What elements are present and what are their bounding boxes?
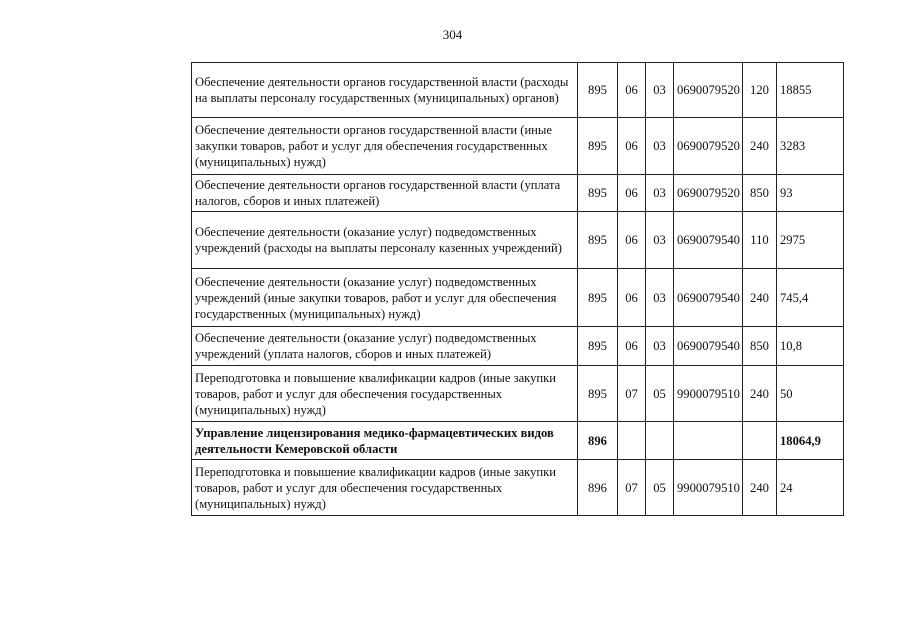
table-row — [192, 269, 844, 327]
row-description: Обеспечение деятельности (оказание услуг) подведомственных учреждений (уплата налогов, сборов и иных платежей) — [192, 327, 578, 366]
target-code — [674, 422, 743, 460]
section-code: 06 — [618, 118, 646, 175]
budget-table — [191, 62, 844, 516]
target-code: 0690079520 — [674, 63, 743, 118]
admin-code: 895 — [578, 175, 618, 212]
section-code: 06 — [618, 212, 646, 269]
expense-type-code — [743, 422, 777, 460]
table-row — [192, 63, 844, 118]
admin-code: 895 — [578, 366, 618, 422]
section-code: 07 — [618, 366, 646, 422]
table-row — [192, 175, 844, 212]
amount: 18855 — [777, 63, 844, 118]
section-code: 06 — [618, 63, 646, 118]
target-code: 0690079520 — [674, 118, 743, 175]
target-code: 9900079510 — [674, 366, 743, 422]
target-code: 0690079520 — [674, 175, 743, 212]
subsection-code: 05 — [646, 460, 674, 516]
section-code — [618, 422, 646, 460]
row-description: Переподготовка и повышение квалификации кадров (иные закупки товаров, работ и услуг для обеспечения государственных (муниципальных) нужд) — [192, 366, 578, 422]
page-number: 304 — [442, 27, 463, 42]
section-code: 06 — [618, 327, 646, 366]
subsection-code: 03 — [646, 175, 674, 212]
row-description: Обеспечение деятельности органов государственной власти (уплата налогов, сборов и иных платежей) — [192, 175, 578, 212]
subsection-code: 03 — [646, 327, 674, 366]
amount: 93 — [777, 175, 844, 212]
target-code: 0690079540 — [674, 327, 743, 366]
department-name: Управление лицензирования медико-фармацевтических видов деятельности Кемеровской области — [192, 422, 578, 460]
admin-code: 895 — [578, 118, 618, 175]
subsection-code: 03 — [646, 63, 674, 118]
expense-type-code: 240 — [743, 269, 777, 327]
target-code: 0690079540 — [674, 212, 743, 269]
subsection-code: 03 — [646, 118, 674, 175]
amount: 745,4 — [777, 269, 844, 327]
row-description: Обеспечение деятельности (оказание услуг) подведомственных учреждений (иные закупки товаров, работ и услуг для обеспечения государственных (муниципальных) нужд) — [192, 269, 578, 327]
table-row — [192, 118, 844, 175]
table-row-department — [192, 422, 844, 460]
subsection-code: 03 — [646, 269, 674, 327]
section-code: 07 — [618, 460, 646, 516]
row-description: Обеспечение деятельности (оказание услуг) подведомственных учреждений (расходы на выплаты персоналу казенных учреждений) — [192, 212, 578, 269]
expense-type-code: 110 — [743, 212, 777, 269]
target-code: 0690079540 — [674, 269, 743, 327]
table-row — [192, 212, 844, 269]
admin-code: 895 — [578, 63, 618, 118]
amount: 2975 — [777, 212, 844, 269]
expense-type-code: 850 — [743, 175, 777, 212]
section-code: 06 — [618, 269, 646, 327]
subsection-code — [646, 422, 674, 460]
expense-type-code: 120 — [743, 63, 777, 118]
row-description: Переподготовка и повышение квалификации кадров (иные закупки товаров, работ и услуг для обеспечения государственных (муниципальных) нужд) — [192, 460, 578, 516]
expense-type-code: 850 — [743, 327, 777, 366]
subsection-code: 05 — [646, 366, 674, 422]
expense-type-code: 240 — [743, 366, 777, 422]
table-row — [192, 366, 844, 422]
row-description: Обеспечение деятельности органов государственной власти (иные закупки товаров, работ и услуг для обеспечения государственных (муниципальных) нужд) — [192, 118, 578, 175]
amount: 3283 — [777, 118, 844, 175]
section-code: 06 — [618, 175, 646, 212]
admin-code: 896 — [578, 422, 618, 460]
table-row — [192, 460, 844, 516]
row-description: Обеспечение деятельности органов государственной власти (расходы на выплаты персоналу государственных (муниципальных) органов) — [192, 63, 578, 118]
admin-code: 895 — [578, 212, 618, 269]
expense-type-code: 240 — [743, 118, 777, 175]
amount: 18064,9 — [777, 422, 844, 460]
admin-code: 896 — [578, 460, 618, 516]
admin-code: 895 — [578, 327, 618, 366]
subsection-code: 03 — [646, 212, 674, 269]
table-row — [192, 327, 844, 366]
amount: 10,8 — [777, 327, 844, 366]
admin-code: 895 — [578, 269, 618, 327]
amount: 50 — [777, 366, 844, 422]
amount: 24 — [777, 460, 844, 516]
expense-type-code: 240 — [743, 460, 777, 516]
target-code: 9900079510 — [674, 460, 743, 516]
